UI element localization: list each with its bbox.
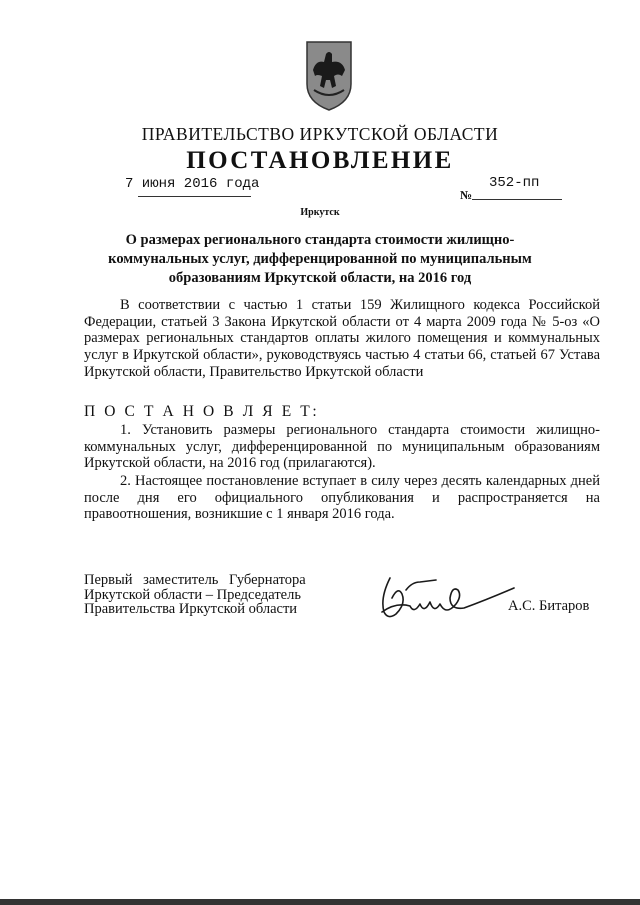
document-date: 7 июня 2016 года [125, 176, 260, 192]
scan-bottom-border [0, 899, 640, 905]
decree-item-1: 1. Установить размеры регионального стандарта стоимости жилищно-коммунальных услуг, дифференцированной по муниципальным образованиям Иркутской области, на 2016 год (прилагаются). [84, 422, 600, 472]
document-type-title: ПОСТАНОВЛЕНИЕ [186, 147, 454, 174]
handwritten-signature [376, 568, 516, 622]
preamble-paragraph: В соответствии с частью 1 статьи 159 Жилищного кодекса Российской Федерации, статьей 3 Закона Иркутской области от 4 марта 2009 года № 5-оз «О размерах региональных стандартов оплаты жилого помещения и коммунальных услуг в Иркутской области», руководствуясь частью 4 статьи 66, статьей 67 Устава Иркутской области, Правительство Иркутской области [84, 297, 600, 380]
signatory-position [84, 573, 334, 617]
signatory-name: А.С. Битаров [508, 598, 590, 614]
signatory-position-line-1: Первый заместитель Губернатора [84, 572, 306, 588]
number-sign: № [460, 188, 473, 202]
decree-item-2: 2. Настоящее постановление вступает в силу через десять календарных дней после дня его официального опубликования и распространяется на правоотношения, возникшие с 1 января 2016 года. [84, 473, 600, 523]
signatory-position-line-3: Правительства Иркутской области [84, 601, 298, 617]
government-name: ПРАВИТЕЛЬСТВО ИРКУТСКОЙ ОБЛАСТИ [141, 124, 499, 144]
irkutsk-coat-of-arms-icon [304, 40, 354, 112]
city-name: Иркутск [300, 207, 340, 218]
document-subject: О размерах регионального стандарта стоимости жилищно-коммунальных услуг, дифференцированной по муниципальным образованиям Иркутской области, на 2016 год [108, 232, 532, 286]
number-underline [472, 199, 562, 200]
signatory-position-line-2: Иркутской области – Председатель [84, 586, 301, 603]
date-underline [138, 196, 251, 197]
document-number: 352-пп [489, 175, 540, 191]
decree-word: П О С Т А Н О В Л Я Е Т: [84, 403, 320, 420]
